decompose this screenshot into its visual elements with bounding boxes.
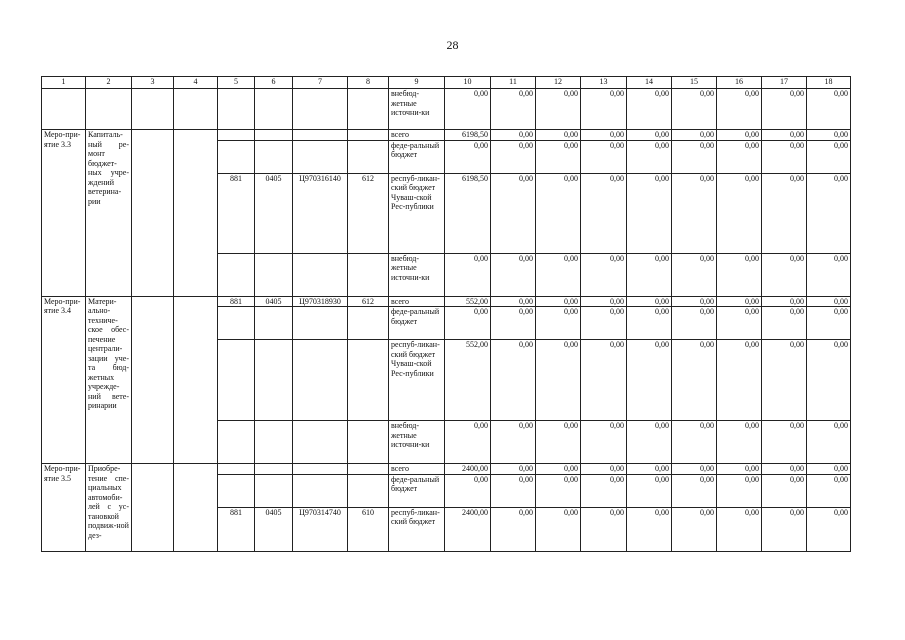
empty-cell <box>174 296 218 464</box>
value-cell: 0,00 <box>807 253 851 296</box>
value-cell: 0,00 <box>627 296 672 307</box>
code-cell <box>255 130 293 141</box>
value-cell: 0,00 <box>717 340 762 421</box>
code-cell: 0405 <box>255 173 293 253</box>
activity-name-cell: Приобре-тение спе-циальных автомоби-лей с ус-тановкой подвиж-ной дез- <box>86 464 132 552</box>
value-cell: 0,00 <box>445 253 491 296</box>
header-cell: 2 <box>86 77 132 89</box>
funding-source-cell: респуб-ликан-ский бюджет Чуваш-ской Рес-публики <box>389 340 445 421</box>
value-cell: 0,00 <box>536 474 581 507</box>
header-cell: 10 <box>445 77 491 89</box>
value-cell: 0,00 <box>717 421 762 464</box>
table-row <box>42 130 851 141</box>
activity-cell: Меро-при-ятие 3.3 <box>42 130 86 297</box>
value-cell: 0,00 <box>717 474 762 507</box>
code-cell <box>348 307 389 340</box>
value-cell: 0,00 <box>581 173 627 253</box>
code-cell <box>348 464 389 475</box>
code-cell <box>293 140 348 173</box>
value-cell: 0,00 <box>717 507 762 551</box>
funding-source-cell: феде-ральный бюджет <box>389 474 445 507</box>
value-cell: 0,00 <box>445 140 491 173</box>
header-cell: 4 <box>174 77 218 89</box>
value-cell: 0,00 <box>627 307 672 340</box>
code-cell: 612 <box>348 173 389 253</box>
code-cell <box>293 253 348 296</box>
value-cell: 0,00 <box>807 296 851 307</box>
table-row <box>42 464 851 475</box>
code-cell <box>255 307 293 340</box>
value-cell: 0,00 <box>536 296 581 307</box>
value-cell: 0,00 <box>627 421 672 464</box>
code-cell <box>218 140 255 173</box>
funding-source-cell: респуб-ликан-ский бюджет Чуваш-ской Рес-публики <box>389 173 445 253</box>
header-cell: 16 <box>717 77 762 89</box>
header-cell: 13 <box>581 77 627 89</box>
value-cell: 2400,00 <box>445 464 491 475</box>
value-cell: 0,00 <box>491 474 536 507</box>
code-cell <box>218 130 255 141</box>
header-cell: 6 <box>255 77 293 89</box>
value-cell: 0,00 <box>581 140 627 173</box>
value-cell: 0,00 <box>672 474 717 507</box>
value-cell: 0,00 <box>762 474 807 507</box>
code-cell <box>255 253 293 296</box>
value-cell: 0,00 <box>717 296 762 307</box>
budget-table <box>41 76 851 552</box>
table-body <box>42 77 851 552</box>
value-cell: 0,00 <box>807 89 851 130</box>
code-cell: 0405 <box>255 507 293 551</box>
funding-source-cell: феде-ральный бюджет <box>389 307 445 340</box>
value-cell: 0,00 <box>762 140 807 173</box>
value-cell: 0,00 <box>717 173 762 253</box>
header-cell: 3 <box>132 77 174 89</box>
code-cell: Ц970316140 <box>293 173 348 253</box>
header-cell: 18 <box>807 77 851 89</box>
code-cell: 0405 <box>255 296 293 307</box>
code-cell <box>255 140 293 173</box>
value-cell: 0,00 <box>807 140 851 173</box>
value-cell: 0,00 <box>762 173 807 253</box>
empty-cell <box>174 464 218 552</box>
funding-source-cell: всего <box>389 296 445 307</box>
value-cell: 0,00 <box>581 130 627 141</box>
value-cell: 0,00 <box>672 253 717 296</box>
value-cell: 0,00 <box>807 507 851 551</box>
value-cell: 0,00 <box>491 307 536 340</box>
value-cell: 0,00 <box>717 130 762 141</box>
value-cell: 0,00 <box>491 296 536 307</box>
value-cell: 0,00 <box>672 340 717 421</box>
header-cell: 1 <box>42 77 86 89</box>
header-row <box>42 77 851 89</box>
funding-source-cell: феде-ральный бюджет <box>389 140 445 173</box>
header-cell: 12 <box>536 77 581 89</box>
value-cell: 0,00 <box>762 507 807 551</box>
value-cell: 0,00 <box>627 253 672 296</box>
value-cell: 0,00 <box>536 421 581 464</box>
value-cell: 0,00 <box>672 307 717 340</box>
value-cell: 0,00 <box>581 340 627 421</box>
code-cell <box>348 130 389 141</box>
funding-source-cell: внебюд-жетные источни-ки <box>389 421 445 464</box>
value-cell: 552,00 <box>445 296 491 307</box>
empty-cell <box>174 130 218 297</box>
code-cell <box>348 421 389 464</box>
value-cell: 0,00 <box>762 340 807 421</box>
activity-name-cell <box>86 89 132 130</box>
code-cell: 881 <box>218 296 255 307</box>
header-cell: 11 <box>491 77 536 89</box>
value-cell: 0,00 <box>807 340 851 421</box>
code-cell <box>218 421 255 464</box>
value-cell: 0,00 <box>491 253 536 296</box>
code-cell <box>348 340 389 421</box>
empty-cell <box>132 464 174 552</box>
value-cell: 0,00 <box>491 464 536 475</box>
value-cell: 0,00 <box>807 173 851 253</box>
value-cell: 0,00 <box>672 464 717 475</box>
value-cell: 0,00 <box>581 421 627 464</box>
value-cell: 0,00 <box>762 307 807 340</box>
value-cell: 0,00 <box>717 253 762 296</box>
code-cell <box>293 464 348 475</box>
value-cell: 0,00 <box>672 421 717 464</box>
code-cell: 612 <box>348 296 389 307</box>
value-cell: 0,00 <box>536 464 581 475</box>
value-cell: 0,00 <box>491 421 536 464</box>
code-cell <box>293 474 348 507</box>
code-cell: Ц970314740 <box>293 507 348 551</box>
value-cell: 0,00 <box>762 130 807 141</box>
value-cell: 0,00 <box>672 140 717 173</box>
value-cell: 0,00 <box>581 89 627 130</box>
header-cell: 15 <box>672 77 717 89</box>
value-cell: 0,00 <box>491 507 536 551</box>
value-cell: 0,00 <box>581 296 627 307</box>
value-cell: 0,00 <box>627 140 672 173</box>
header-cell: 17 <box>762 77 807 89</box>
code-cell <box>255 89 293 130</box>
value-cell: 0,00 <box>581 253 627 296</box>
code-cell <box>218 474 255 507</box>
empty-cell <box>132 89 174 130</box>
value-cell: 0,00 <box>627 464 672 475</box>
value-cell: 0,00 <box>536 340 581 421</box>
value-cell: 0,00 <box>627 89 672 130</box>
code-cell <box>293 340 348 421</box>
value-cell: 0,00 <box>581 464 627 475</box>
value-cell: 0,00 <box>762 296 807 307</box>
value-cell: 0,00 <box>627 173 672 253</box>
value-cell: 0,00 <box>445 89 491 130</box>
empty-cell <box>132 296 174 464</box>
empty-cell <box>132 130 174 297</box>
code-cell <box>348 253 389 296</box>
value-cell: 0,00 <box>491 89 536 130</box>
value-cell: 0,00 <box>536 140 581 173</box>
value-cell: 0,00 <box>627 130 672 141</box>
funding-source-cell: всего <box>389 130 445 141</box>
empty-cell <box>174 89 218 130</box>
value-cell: 0,00 <box>762 464 807 475</box>
value-cell: 0,00 <box>807 130 851 141</box>
funding-source-cell: внебюд-жетные источни-ки <box>389 253 445 296</box>
activity-cell: Меро-при-ятие 3.5 <box>42 464 86 552</box>
value-cell: 0,00 <box>807 307 851 340</box>
code-cell: 610 <box>348 507 389 551</box>
code-cell: 881 <box>218 507 255 551</box>
value-cell: 0,00 <box>672 89 717 130</box>
header-cell: 5 <box>218 77 255 89</box>
code-cell <box>293 421 348 464</box>
value-cell: 0,00 <box>581 307 627 340</box>
header-cell: 7 <box>293 77 348 89</box>
value-cell: 0,00 <box>536 507 581 551</box>
funding-source-cell: респуб-ликан-ский бюджет <box>389 507 445 551</box>
code-cell <box>293 307 348 340</box>
table-row <box>42 89 851 130</box>
value-cell: 0,00 <box>491 340 536 421</box>
code-cell <box>293 130 348 141</box>
value-cell: 0,00 <box>491 173 536 253</box>
value-cell: 2400,00 <box>445 507 491 551</box>
value-cell: 0,00 <box>717 140 762 173</box>
table-row <box>42 296 851 307</box>
page-number: 28 <box>446 38 459 52</box>
value-cell: 0,00 <box>445 474 491 507</box>
code-cell <box>218 89 255 130</box>
value-cell: 0,00 <box>672 507 717 551</box>
value-cell: 0,00 <box>672 130 717 141</box>
value-cell: 0,00 <box>536 173 581 253</box>
code-cell <box>348 89 389 130</box>
value-cell: 0,00 <box>672 296 717 307</box>
value-cell: 6198,50 <box>445 130 491 141</box>
value-cell: 0,00 <box>762 421 807 464</box>
value-cell: 552,00 <box>445 340 491 421</box>
code-cell: 881 <box>218 173 255 253</box>
value-cell: 0,00 <box>762 253 807 296</box>
value-cell: 0,00 <box>807 474 851 507</box>
value-cell: 0,00 <box>807 421 851 464</box>
code-cell <box>255 340 293 421</box>
activity-cell: Меро-при-ятие 3.4 <box>42 296 86 464</box>
value-cell: 0,00 <box>581 507 627 551</box>
value-cell: 0,00 <box>672 173 717 253</box>
value-cell: 0,00 <box>445 307 491 340</box>
code-cell <box>218 307 255 340</box>
value-cell: 0,00 <box>717 89 762 130</box>
code-cell <box>293 89 348 130</box>
code-cell <box>218 340 255 421</box>
value-cell: 0,00 <box>536 253 581 296</box>
code-cell <box>218 464 255 475</box>
activity-name-cell: Капиталь-ный ре-монт бюджет-ных учре-ждений ветерина-рии <box>86 130 132 297</box>
code-cell: Ц970318930 <box>293 296 348 307</box>
value-cell: 0,00 <box>627 340 672 421</box>
value-cell: 0,00 <box>627 474 672 507</box>
value-cell: 0,00 <box>536 130 581 141</box>
value-cell: 0,00 <box>491 130 536 141</box>
value-cell: 0,00 <box>445 421 491 464</box>
code-cell <box>255 474 293 507</box>
value-cell: 0,00 <box>717 464 762 475</box>
code-cell <box>218 253 255 296</box>
code-cell <box>348 474 389 507</box>
value-cell: 0,00 <box>762 89 807 130</box>
funding-source-cell: всего <box>389 464 445 475</box>
value-cell: 0,00 <box>717 307 762 340</box>
header-cell: 8 <box>348 77 389 89</box>
value-cell: 0,00 <box>581 474 627 507</box>
funding-source-cell: внебюд-жетные источни-ки <box>389 89 445 130</box>
value-cell: 0,00 <box>807 464 851 475</box>
activity-cell <box>42 89 86 130</box>
code-cell <box>348 140 389 173</box>
header-cell: 14 <box>627 77 672 89</box>
value-cell: 0,00 <box>491 140 536 173</box>
header-cell: 9 <box>389 77 445 89</box>
value-cell: 0,00 <box>536 89 581 130</box>
value-cell: 6198,50 <box>445 173 491 253</box>
code-cell <box>255 421 293 464</box>
value-cell: 0,00 <box>536 307 581 340</box>
code-cell <box>255 464 293 475</box>
activity-name-cell: Матери-ально-техниче-ское обес-печение централи-зации уче-та бюд-жетных учрежде-ний вете-ринарии <box>86 296 132 464</box>
value-cell: 0,00 <box>627 507 672 551</box>
